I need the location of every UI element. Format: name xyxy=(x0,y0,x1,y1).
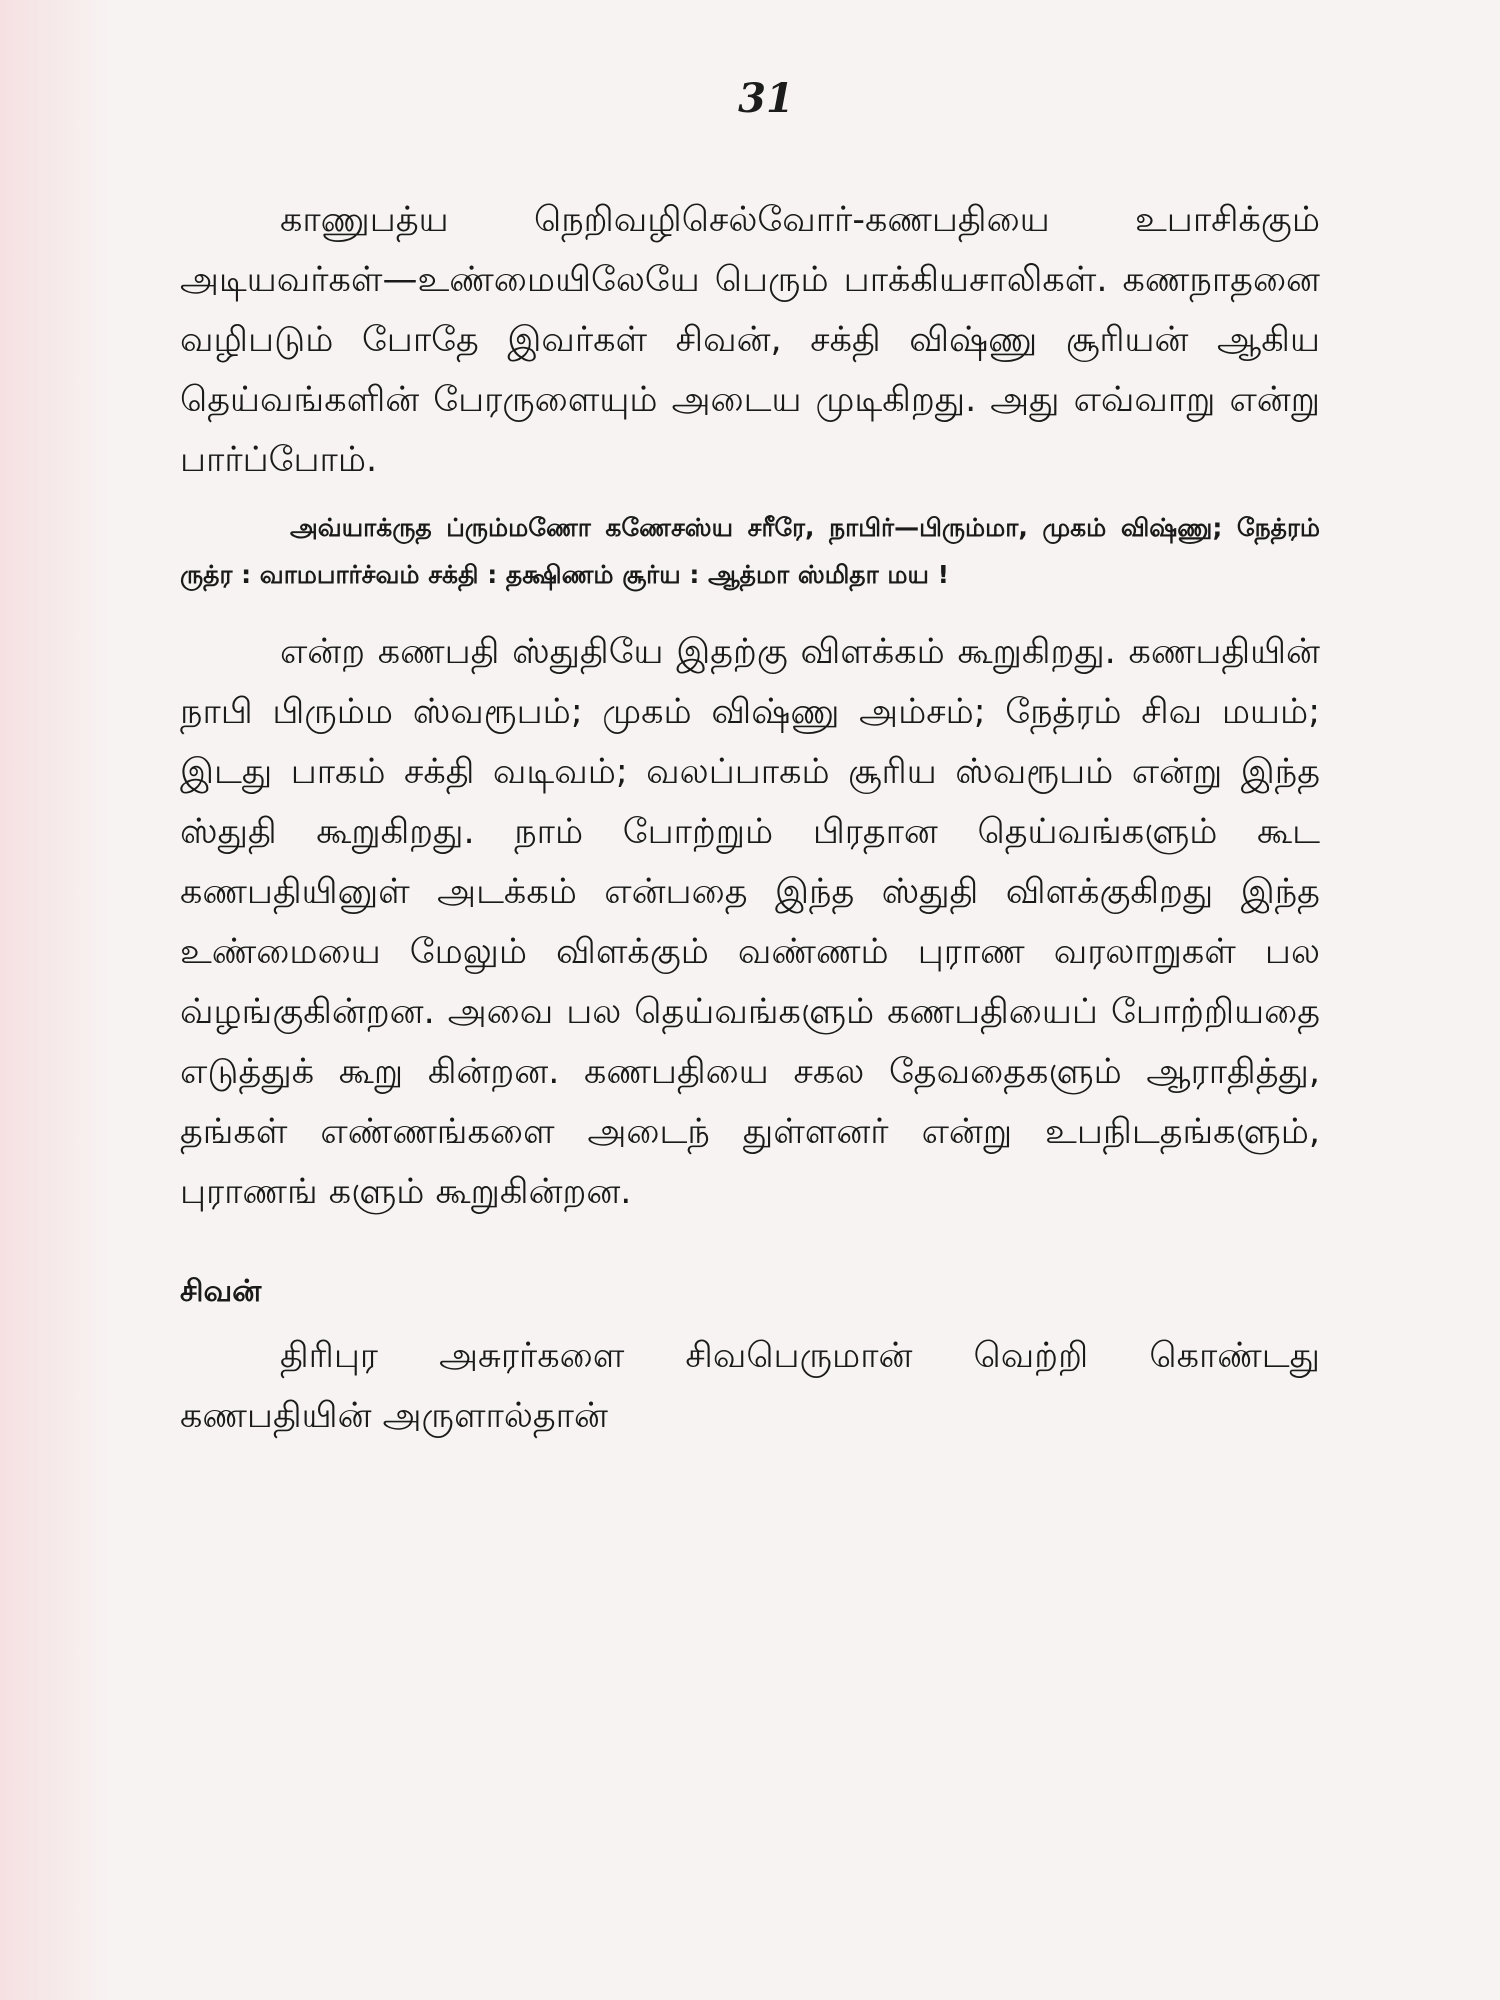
sloka-quote xyxy=(180,504,1320,598)
section-heading: சிவன் xyxy=(180,1274,262,1309)
page-content xyxy=(180,190,1320,1446)
paragraph-ganapatya xyxy=(180,190,1320,490)
paragraph-stuti xyxy=(180,622,1320,1222)
paragraph-text: காணுபத்ய நெறிவழிசெல்வோர்-கணபதியை உபாசிக்கும் அடியவர்கள்—உண்மையிலேயே பெரும் பாக்கியசாலிகள். கணநாதனை வழிபடும் போதே இவர்கள் சிவன், சக்தி விஷ்ணு சூரியன் ஆகிய தெய்வங்களின் பேரருளையும் அடைய முடிகிறது. அது எவ்வாறு என்று பார்ப்போம். xyxy=(180,200,1320,480)
page-number: 31 xyxy=(738,75,794,122)
paragraph-tripura xyxy=(180,1326,1320,1446)
paragraph-text: என்ற கணபதி ஸ்துதியே இதற்கு விளக்கம் கூறுகிறது. கணபதியின் நாபி பிரும்ம ஸ்வரூபம்; முகம் விஷ்ணு அம்சம்; நேத்ரம் சிவ மயம்; இடது பாகம் சக்தி வடிவம்; வலப்பாகம் சூரிய ஸ்வரூபம் என்று இந்த ஸ்துதி கூறுகிறது. நாம் போற்றும் பிரதான தெய்வங்களும் கூட கணபதியினுள் அடக்கம் என்பதை இந்த ஸ்துதி விளக்குகிறது இந்த உண்மையை மேலும் விளக்கும் வண்ணம் புராண வரலாறுகள் பல வ்ழங்குகின்றன. அவை பல தெய்வங்களும் கணபதியைப் போற்றியதை எடுத்துக் கூறு கின்றன. கணபதியை சகல தேவதைகளும் ஆராதித்து, தங்கள் எண்ணங்களை அடைந் துள்ளனர் என்று உபநிடதங்களும், புராணங் களும் கூறுகின்றன. xyxy=(180,632,1320,1212)
sloka-text: அவ்யாக்ருத ப்ரும்மணோ கணேசஸ்ய சரீரே, நாபிர்—பிரும்மா, முகம் விஷ்ணு; நேத்ரம் ருத்ர : வாமபார்ச்வம் சக்தி : தக்ஷிணம் சூர்ய : ஆத்மா ஸ்மிதா மய ! xyxy=(180,513,1320,589)
paragraph-text: திரிபுர அசுரர்களை சிவபெருமான் வெற்றி கொண்டது கணபதியின் அருளால்தான் xyxy=(180,1336,1320,1436)
